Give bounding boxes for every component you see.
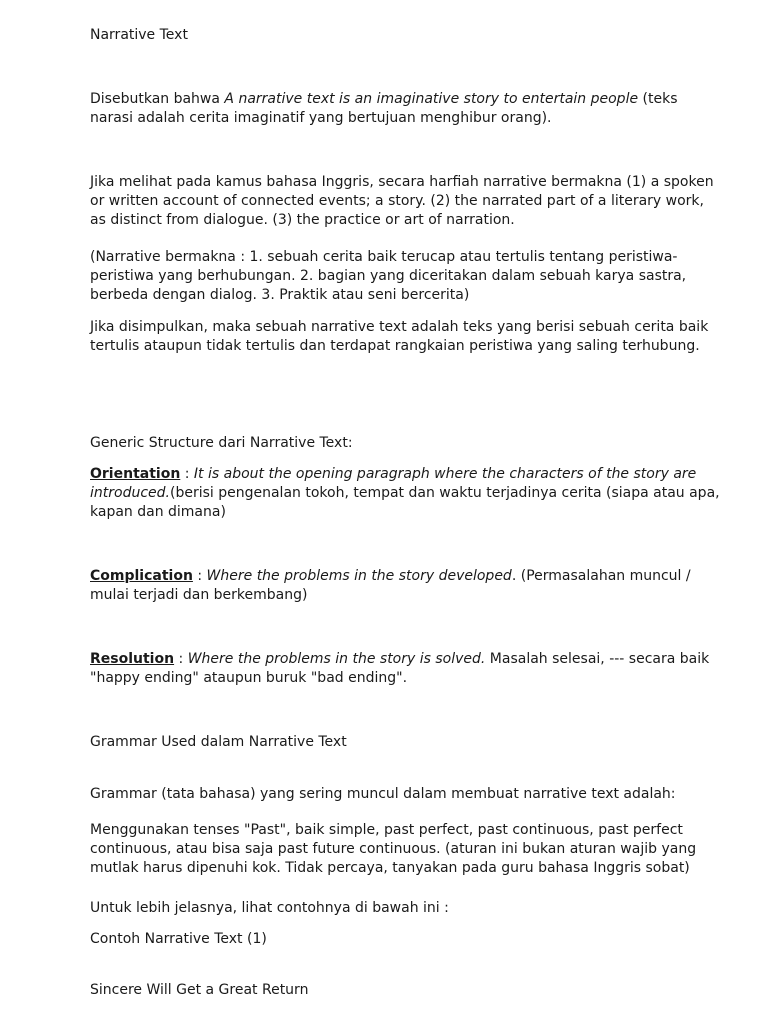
example-title: Sincere Will Get a Great Return: [90, 982, 309, 998]
definition-paragraph: [90, 90, 722, 128]
complication-indonesian: . (Permasalahan muncul / mulai terjadi dan berkembang): [90, 568, 691, 603]
orientation-english: It is about the opening paragraph where the characters of the story are introduced.: [90, 466, 697, 501]
definition-quote: A narrative text is an imaginative story to entertain people: [224, 91, 639, 107]
conclusion-paragraph: Jika disimpulkan, maka sebuah narrative text adalah teks yang berisi sebuah cerita baik tertulis ataupun tidak tertulis dan terdapat rangkaian peristiwa yang saling terhubung.: [90, 319, 709, 354]
example-intro: Untuk lebih jelasnya, lihat contohnya di bawah ini :: [90, 900, 449, 916]
orientation-indonesian: (berisi pengenalan tokoh, tempat dan waktu terjadinya cerita (siapa atau apa, kapan dan dimana): [90, 485, 720, 520]
complication-term: Complication: [90, 568, 193, 584]
document-title: Narrative Text: [90, 27, 188, 43]
resolution-paragraph: [90, 650, 722, 688]
orientation-term: Orientation: [90, 466, 181, 482]
orientation-separator: :: [180, 466, 194, 482]
resolution-english: Where the problems in the story is solved.: [187, 651, 486, 667]
structure-heading: Generic Structure dari Narrative Text:: [90, 435, 353, 451]
dictionary-indonesian-paragraph: (Narrative bermakna : 1. sebuah cerita baik terucap atau tertulis tentang peristiwa-peristiwa yang berhubungan. 2. bagian yang diceritakan dalam sebuah karya sastra, berbeda dengan dialog. 3. Praktik atau seni bercerita): [90, 249, 687, 303]
grammar-intro: Grammar (tata bahasa) yang sering muncul dalam membuat narrative text adalah:: [90, 786, 676, 802]
definition-suffix: (teks narasi adalah cerita imaginatif yang bertujuan menghibur orang).: [90, 91, 678, 126]
complication-english: Where the problems in the story developed: [206, 568, 512, 584]
resolution-indonesian: Masalah selesai, --- secara baik "happy ending" ataupun buruk "bad ending".: [90, 651, 710, 686]
resolution-term: Resolution: [90, 651, 175, 667]
resolution-separator: :: [174, 651, 188, 667]
orientation-paragraph: [90, 465, 722, 522]
definition-prefix: Disebutkan bahwa: [90, 91, 225, 107]
example-label: Contoh Narrative Text (1): [90, 931, 267, 947]
grammar-detail-paragraph: Menggunakan tenses "Past", baik simple, past perfect, past continuous, past perfect continuous, atau bisa saja past future continuous. (aturan ini bukan aturan wajib yang mutlak harus dipenuhi kok. Tidak percaya, tanyakan pada guru bahasa Inggris sobat): [90, 822, 697, 876]
grammar-heading: Grammar Used dalam Narrative Text: [90, 734, 347, 750]
complication-paragraph: [90, 567, 722, 605]
dictionary-english-paragraph: Jika melihat pada kamus bahasa Inggris, secara harfiah narrative bermakna (1) a spoken or written account of connected events; a story. (2) the narrated part of a literary work, as distinct from dialogue. (3) the practice or art of narration.: [90, 174, 714, 228]
complication-separator: :: [192, 568, 207, 584]
